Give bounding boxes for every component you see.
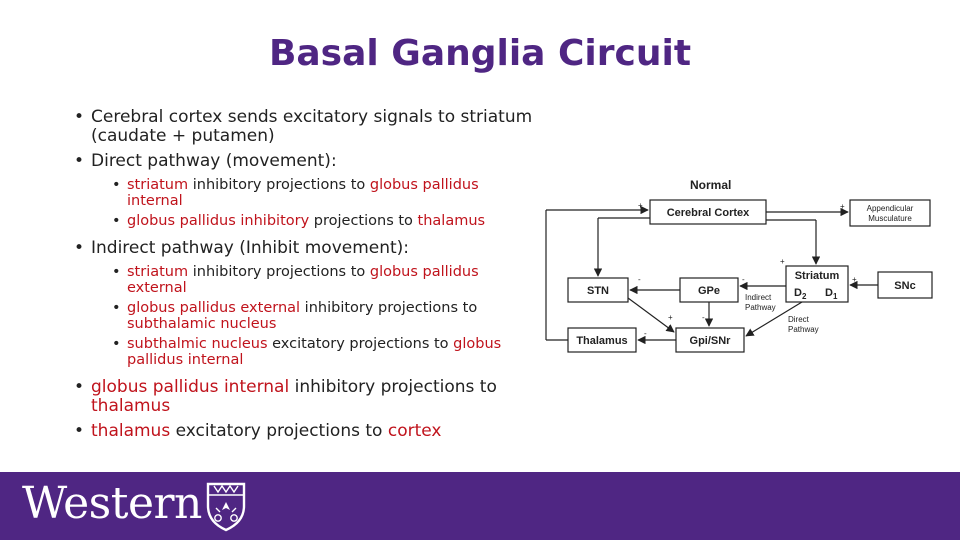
sign-plus: + bbox=[852, 275, 857, 284]
text: excitatory projections to bbox=[170, 421, 388, 441]
thalamus-label: Thalamus bbox=[576, 335, 628, 347]
sub-bullet-direct-2 bbox=[110, 213, 537, 229]
d1-letter: D bbox=[825, 287, 833, 299]
text-red: striatum bbox=[127, 177, 189, 193]
text-red: globus pallidus internal bbox=[127, 336, 502, 368]
text-red: thalamus bbox=[91, 396, 171, 416]
appendicular-label-2: Musculature bbox=[868, 214, 912, 223]
sign-plus: + bbox=[840, 202, 845, 211]
gpi-label: Gpi/SNr bbox=[689, 335, 731, 347]
stn-label: STN bbox=[587, 285, 609, 297]
snc-label: SNc bbox=[894, 280, 916, 292]
text: inhibitory projections to bbox=[188, 264, 370, 280]
sub-bullet-indirect-1 bbox=[110, 264, 537, 296]
bullet-gpi-to-thalamus bbox=[72, 378, 537, 416]
text-red: globus pallidus internal bbox=[127, 177, 479, 209]
text-red: cortex bbox=[387, 421, 442, 441]
sign-minus: - bbox=[702, 313, 705, 322]
text: excitatory projections to bbox=[267, 336, 454, 352]
bullet-direct-pathway: • Direct pathway (movement): bbox=[72, 152, 537, 171]
sign-plus: + bbox=[638, 201, 643, 210]
text-red: globus pallidus external bbox=[127, 300, 301, 316]
text: inhibitory projections to bbox=[300, 300, 478, 316]
text: inhibitory projections to bbox=[188, 177, 370, 193]
sign-plus: + bbox=[780, 257, 785, 266]
text-red: subthalmic nucleus bbox=[127, 336, 268, 352]
bullet-indirect-pathway: • Indirect pathway (Inhibit movement): bbox=[72, 239, 537, 258]
western-crest-icon bbox=[204, 480, 248, 532]
bullet-cortex: • Cerebral cortex sends excitatory signals to striatum (caudate + putamen) bbox=[72, 108, 537, 146]
sub-bullet-indirect-2 bbox=[110, 300, 537, 332]
gpe-label: GPe bbox=[697, 285, 721, 297]
sign-minus: - bbox=[750, 327, 753, 336]
direct-pathway-label-2: Pathway bbox=[788, 325, 819, 334]
indirect-pathway-label-1: Indirect bbox=[745, 293, 772, 302]
bullet-list bbox=[72, 108, 537, 447]
direct-pathway-label-1: Direct bbox=[788, 315, 809, 324]
sign-plus: + bbox=[668, 313, 673, 322]
text-red: thalamus bbox=[91, 421, 171, 441]
sign-minus: - bbox=[644, 329, 647, 338]
indirect-pathway-label-2: Pathway bbox=[745, 303, 776, 312]
text: inhibitory projections to bbox=[289, 377, 497, 397]
sign-minus: - bbox=[638, 275, 641, 284]
striatum-label: Striatum bbox=[794, 270, 840, 282]
sign-minus: - bbox=[742, 275, 745, 284]
text: projections to bbox=[309, 213, 418, 229]
slide-title: Basal Ganglia Circuit bbox=[268, 33, 692, 74]
bullet-thalamus-to-cortex bbox=[72, 422, 537, 441]
text-red: subthalamic nucleus bbox=[127, 316, 277, 332]
d2-letter: D bbox=[794, 287, 802, 299]
text-red: globus pallidus inhibitory bbox=[127, 213, 310, 229]
text-red: globus pallidus internal bbox=[91, 377, 290, 397]
text-red: globus pallidus external bbox=[127, 264, 479, 296]
diagram-heading: Normal bbox=[690, 178, 732, 192]
sub-bullet-indirect-3 bbox=[110, 336, 537, 368]
basal-ganglia-diagram bbox=[540, 170, 940, 370]
d1-subscript: 1 bbox=[832, 292, 838, 301]
appendicular-label-1: Appendicular bbox=[866, 204, 914, 213]
d2-subscript: 2 bbox=[801, 292, 807, 301]
cerebral-cortex-label: Cerebral Cortex bbox=[666, 207, 750, 219]
sub-bullet-direct-1 bbox=[110, 177, 537, 209]
text-red: thalamus bbox=[417, 213, 486, 229]
western-wordmark: Western bbox=[22, 478, 202, 529]
text-red: striatum bbox=[127, 264, 189, 280]
